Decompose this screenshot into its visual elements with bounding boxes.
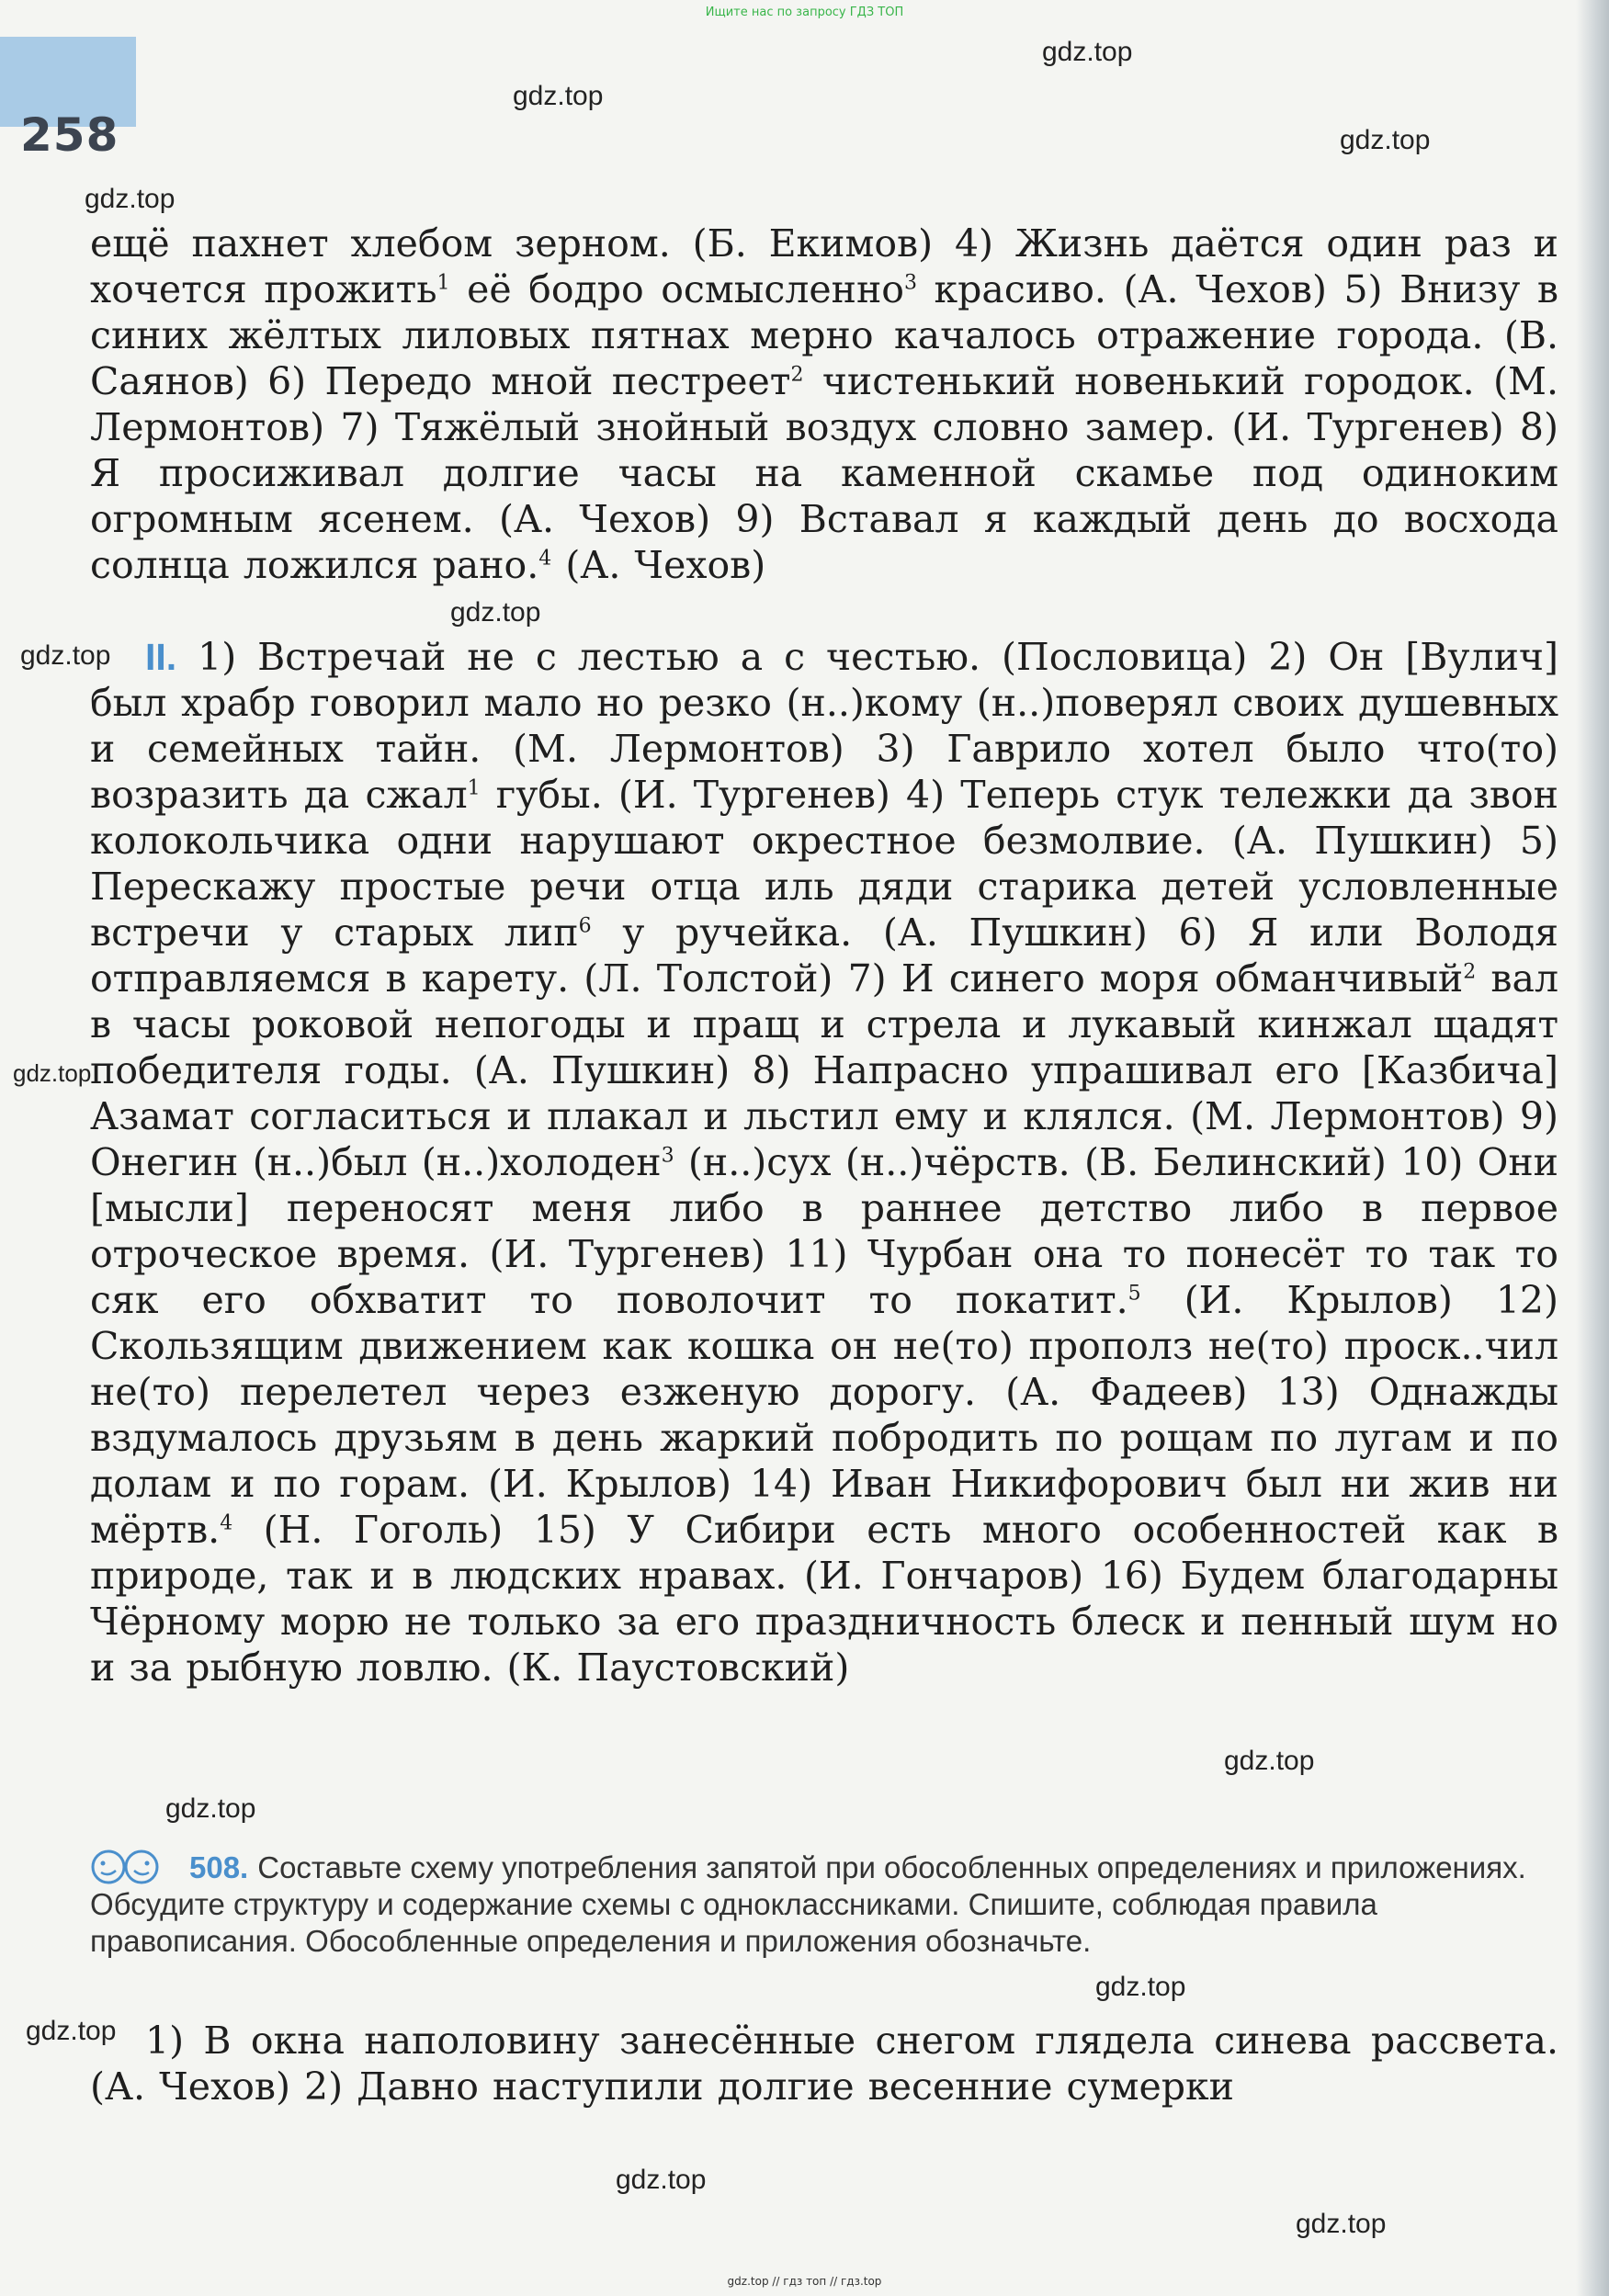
- text-run: у ручейка. (А. Пушкин) 6) Я или Володя отправляемся в карету. (Л. Толстой) 7) И синего моря обманчивый: [90, 910, 1558, 1001]
- text-run: красиво. (А. Чехов) 5) Внизу в синих жёлтых лиловых пятнах мерно качалось отражение города. (В. Саянов) 6) Передо мной пестреет: [90, 267, 1558, 403]
- section-two-text: [90, 634, 1558, 1691]
- section-one-text: [90, 221, 1558, 588]
- text-run: (Н. Гоголь) 15) У Сибири есть много особенностей как в природе, так и в людских нравах. (И. Гончаров) 16) Будем благодарны Чёрному морю не только за его праздничность блеск и пенный шум но и за рыбную ловлю. (К. Паустовский): [90, 1508, 1558, 1690]
- watermark: gdz.top: [616, 2165, 707, 2195]
- footnote-marker: 3: [661, 1144, 674, 1168]
- footnote-marker: 1: [436, 271, 450, 295]
- exercise-508: [90, 1849, 1558, 1960]
- footnote-marker: 3: [904, 271, 917, 295]
- footnote-marker: 2: [790, 363, 804, 387]
- watermark: gdz.top: [13, 1059, 92, 1087]
- watermark: gdz.top: [1095, 1972, 1186, 2002]
- text-run: (н..)сух (н..)чёрств. (В. Белинский) 10) Они [мысли] переносят меня либо в раннее детство либо в первое отроческое время. (И. Тургенев) 11) Чурбан она то понесёт то так то сяк его обхватит то поволочит то покатит.: [90, 1140, 1558, 1322]
- watermark: gdz.top: [20, 640, 111, 671]
- watermark: gdz.top: [513, 81, 604, 111]
- section-two-paragraph: [90, 634, 1558, 1691]
- page-edge-shadow: [1576, 0, 1609, 2296]
- text-run: ещё пахнет хлебом зерном. (Б. Екимов) 4) Жизнь даётся один раз и хочется прожить: [90, 221, 1558, 311]
- watermark: gdz.top: [1340, 125, 1431, 155]
- watermark: gdz.top: [85, 184, 176, 214]
- footnote-marker: 2: [1463, 960, 1477, 984]
- text-run: губы. (И. Тургенев) 4) Теперь стук тележки да звон колокольчика одни нарушают окрестное безмолвие. (А. Пушкин) 5) Перескажу простые речи отца иль дяди старика детей условленные встречи у старых лип: [90, 773, 1559, 955]
- watermark: gdz.top: [1224, 1746, 1315, 1776]
- bottom-note: gdz.top // гдз топ // гдз.top: [727, 2275, 882, 2288]
- text-run: (И. Крылов) 12) Скользящим движением как кошка он не(то) прополз не(то) проск..чил не(то) перелетел через езженую дорогу. (А. Фадеев) 13) Однажды вздумалось друзьям в день жаркий побродить по рощам по лугам и по долам и по горам. (И. Крылов) 14) Иван Никифорович был ни жив ни мёртв.: [90, 1278, 1558, 1552]
- section-two-label: II.: [145, 636, 177, 678]
- pair-work-icon: [90, 1849, 178, 1885]
- watermark: gdz.top: [1296, 2209, 1387, 2239]
- footnote-marker: 6: [578, 914, 592, 938]
- text-run: её бодро осмысленно: [449, 267, 904, 311]
- watermark: gdz.top: [26, 2016, 117, 2046]
- text-run: (А. Чехов): [551, 543, 766, 587]
- text-run: вал в часы роковой непогоды и пращ и стрела и лукавый кинжал щадят победителя годы. (А. Пушкин) 8) Напрасно упрашивал его [Казбича] Азамат согласиться и плакал и льстил ему и клялся. (М. Лермонтов) 9) Онегин (н..)был (н..)холоден: [90, 956, 1558, 1184]
- watermark: gdz.top: [450, 597, 541, 628]
- watermark: gdz.top: [165, 1793, 256, 1824]
- exercise-number: 508.: [189, 1850, 249, 1884]
- exercise-text: 1) В окна наполовину занесённые снегом глядела синева рассвета. (А. Чехов) 2) Давно наступили долгие весенние сумерки: [90, 2019, 1558, 2109]
- exercise-instructions: Составьте схему употребления запятой при обособленных определениях и приложениях. Обсудите структуру и содержание схемы с одноклассниками. Спишите, соблюдая правила правописания. Обособленные определения и приложения обозначьте.: [90, 1850, 1526, 1958]
- footnote-marker: 1: [467, 776, 481, 800]
- footnote-marker: 4: [220, 1511, 233, 1535]
- section-one-paragraph: [90, 221, 1558, 588]
- footnote-marker: 4: [538, 547, 552, 571]
- watermark: gdz.top: [1042, 37, 1133, 67]
- page-number: 258: [20, 108, 119, 162]
- text-run: чистенький новенький городок. (М. Лермонтов) 7) Тяжёлый знойный воздух словно замер. (И. Тургенев) 8) Я просиживал долгие часы на каменной скамье под одиноким огромным ясенем. (А. Чехов) 9) Вставал я каждый день до восхода солнца ложился рано.: [90, 359, 1559, 587]
- footnote-marker: 5: [1127, 1282, 1141, 1306]
- top-note: Ищите нас по запросу ГДЗ ТОП: [705, 6, 904, 19]
- text-run: 1) Встречай не с лестью а с честью. (Пословица) 2) Он [Вулич] был храбр говорил мало но резко (н..)кому (н..)поверял своих душевных и семейных тайн. (М. Лермонтов) 3) Гаврило хотел было что(то) возразить да сжал: [90, 635, 1558, 817]
